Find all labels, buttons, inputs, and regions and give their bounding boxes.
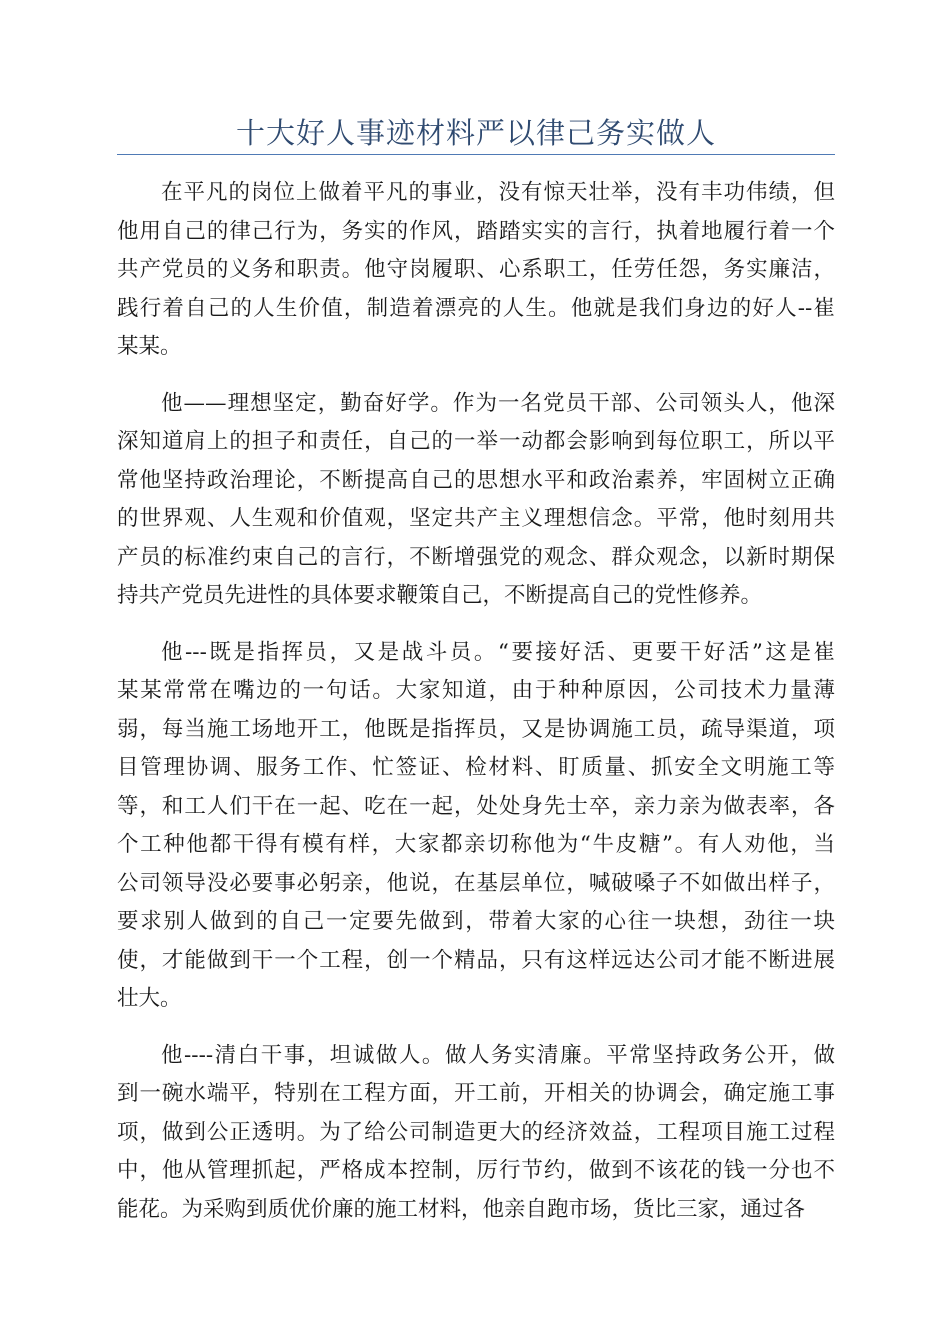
text-line: 目管理协调、服务工作、忙签证、检材料、盯质量、抓安全文明施工等 xyxy=(117,755,835,780)
text-line: 他---既是指挥员，又是战斗员。“要接好活、更要干好活”这是崔 xyxy=(161,639,835,665)
text-line: 践行着自己的人生价值，制造着漂亮的人生。他就是我们身边的好人--崔 xyxy=(117,295,835,321)
paragraph xyxy=(117,385,835,616)
text-line: 到一碗水端平，特别在工程方面，开工前，开相关的协调会，确定施工事 xyxy=(117,1081,835,1106)
text-line: 共产党员的义务和职责。他守岗履职、心系职工，任劳任怨，务实廉洁， xyxy=(117,257,835,282)
text-line: 某某常常在嘴边的一句话。大家知道，由于种种原因，公司技术力量薄 xyxy=(117,678,835,703)
text-line: 的世界观、人生观和价值观，坚定共产主义理想信念。平常，他时刻用共 xyxy=(117,506,835,531)
text-line: 持共产党员先进性的具体要求鞭策自己，不断提高自己的党性修养。 xyxy=(117,583,763,608)
text-line: 常他坚持政治理论，不断提高自己的思想水平和政治素养，牢固树立正确 xyxy=(117,467,835,493)
text-line: 能花。为采购到质优价廉的施工材料，他亲自跑市场，货比三家，通过各 xyxy=(117,1196,806,1222)
title-underline xyxy=(117,154,835,155)
text-line: 公司领导没必要事必躬亲，他说，在基层单位，喊破嗓子不如做出样子， xyxy=(117,870,835,896)
text-line: 使，才能做到干一个工程，创一个精品，只有这样远达公司才能不断进展 xyxy=(117,947,835,973)
text-line: 弱，每当施工场地开工，他既是指挥员，又是协调施工员，疏导渠道，项 xyxy=(117,716,835,742)
document-body xyxy=(117,174,835,1247)
text-line: 他用自己的律己行为，务实的作风，踏踏实实的言行，执着地履行着一个 xyxy=(117,218,835,244)
document-title: 十大好人事迹材料严以律己务实做人 xyxy=(235,116,716,150)
text-line: 中，他从管理抓起，严格成本控制，厉行节约，做到不该花的钱一分也不 xyxy=(117,1158,835,1183)
text-line: 某某。 xyxy=(117,334,182,359)
text-line: 等，和工人们干在一起、吃在一起，处处身先士卒，亲力亲为做表率，各 xyxy=(117,793,835,819)
text-line: 壮大。 xyxy=(117,986,182,1011)
text-line: 他----清白干事，坦诚做人。做人务实清廉。平常坚持政务公开，做 xyxy=(161,1042,835,1068)
paragraph xyxy=(117,634,835,1019)
text-line: 项，做到公正透明。为了给公司制造更大的经济效益，工程项目施工过程 xyxy=(117,1119,835,1145)
paragraph xyxy=(117,174,835,367)
text-line: 产员的标准约束自己的言行，不断增强党的观念、群众观念，以新时期保 xyxy=(117,544,835,570)
text-line: 个工种他都干得有模有样，大家都亲切称他为“牛皮糖”。有人劝他，当 xyxy=(117,832,835,857)
text-line: 要求别人做到的自己一定要先做到，带着大家的心往一块想，劲往一块 xyxy=(117,909,835,934)
text-line: 在平凡的岗位上做着平凡的事业，没有惊天壮举，没有丰功伟绩，但 xyxy=(161,180,835,205)
text-line: 他——理想坚定，勤奋好学。作为一名党员干部、公司领头人，他深 xyxy=(161,390,835,416)
paragraph xyxy=(117,1037,835,1230)
text-line: 深知道肩上的担子和责任，自己的一举一动都会影响到每位职工，所以平 xyxy=(117,429,835,454)
